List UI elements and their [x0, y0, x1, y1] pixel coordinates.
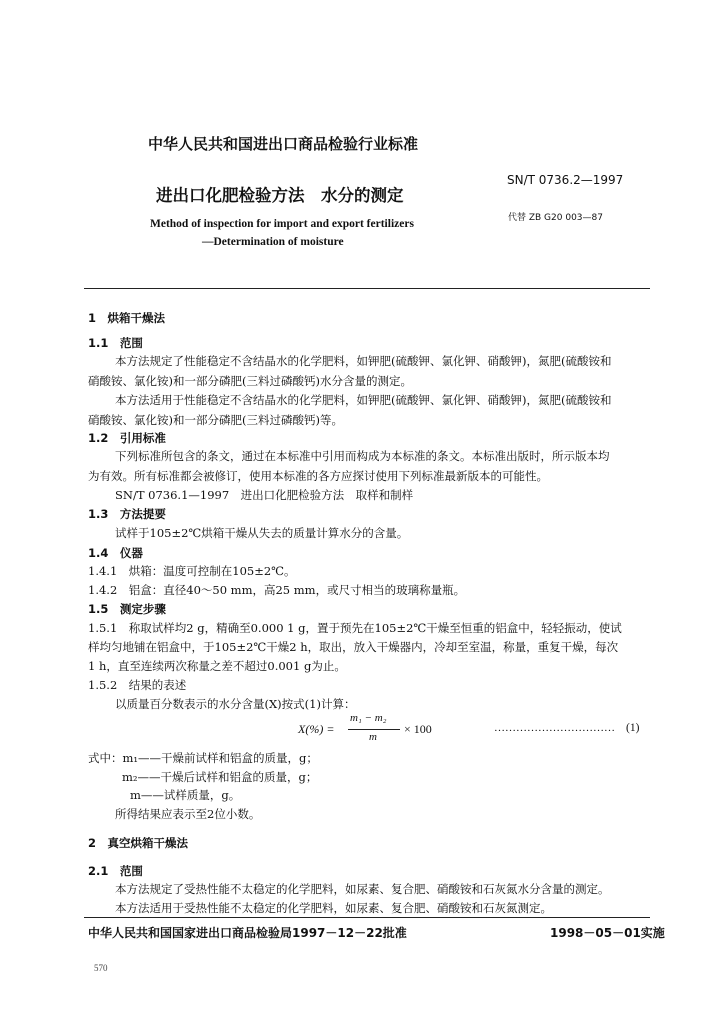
formula-number: (1) — [626, 722, 640, 734]
paragraph-line: 1 h，直至连续两次称量之差不超过0.001 g为止。 — [88, 659, 346, 673]
formula-fraction-bar — [348, 729, 400, 730]
document-title-cn: 进出口化肥检验方法 水分的测定 — [156, 186, 404, 205]
header-divider — [84, 288, 650, 289]
variable-definition: m——试样质量，g。 — [130, 788, 241, 802]
paragraph-line: 本方法规定了受热性能不太稳定的化学肥料，如尿素、复合肥、硝酸铵和石灰氮水分含量的测定。 — [115, 882, 610, 896]
section-2-1-heading: 2.1 范围 — [88, 864, 143, 878]
section-2-heading: 2 真空烘箱干燥法 — [88, 836, 189, 850]
section-1-5-2-heading: 1.5.2 结果的表述 — [88, 678, 187, 692]
standard-number: SN/T 0736.2—1997 — [507, 173, 624, 187]
footer-divider — [84, 917, 650, 918]
document-title-en-line1: Method of inspection for import and export fertilizers — [150, 218, 414, 230]
org-title: 中华人民共和国进出口商品检验行业标准 — [148, 135, 419, 153]
section-1-heading: 1 烘箱干燥法 — [88, 311, 166, 325]
paragraph-line: 1.4.2 铝盒：直径40～50 mm，高25 mm，或尺寸相当的玻璃称量瓶。 — [88, 583, 466, 597]
paragraph-line: 为有效。所有标准都会被修订，使用本标准的各方应探讨使用下列标准最新版本的可能性。 — [88, 469, 548, 483]
section-1-1-heading: 1.1 范围 — [88, 336, 143, 350]
formula-leader-dots: …………………………… — [494, 722, 615, 734]
formula-rhs: × 100 — [404, 722, 432, 736]
normative-reference: SN/T 0736.1—1997 进出口化肥检验方法 取样和制样 — [115, 488, 414, 502]
paragraph-line: 1.4.1 烘箱：温度可控制在105±2℃。 — [88, 564, 296, 578]
formula-lhs: X(%) = — [298, 722, 335, 736]
paragraph-line: 硝酸铵、氯化铵)和一部分磷肥(三料过磷酸钙)等。 — [88, 413, 343, 427]
paragraph-line: 本方法规定了性能稳定不含结晶水的化学肥料，如钾肥(硫酸钾、氯化钾、硝酸钾)，氮肥(硫酸铵和 — [115, 354, 612, 368]
paragraph-line: 本方法适用于性能稳定不含结晶水的化学肥料，如钾肥(硫酸钾、氯化钾、硝酸钾)，氮肥(硫酸铵和 — [115, 393, 612, 407]
approval-line: 中华人民共和国国家进出口商品检验局1997－12－22批准 — [88, 926, 407, 940]
formula-numerator: m₁ − m₂ — [350, 712, 387, 724]
variable-definition: 式中：m₁——干燥前试样和铝盒的质量，g； — [88, 751, 318, 765]
section-1-2-heading: 1.2 引用标准 — [88, 431, 166, 445]
section-1-4-heading: 1.4 仪器 — [88, 546, 143, 560]
paragraph-line: 1.5.1 称取试样均2 g，精确至0.000 1 g，置于预先在105±2℃干燥至恒重的铝盒中，轻轻振动，使试 — [88, 621, 622, 635]
paragraph-line: 以质量百分数表示的水分含量(X)按式(1)计算： — [115, 697, 356, 711]
paragraph-line: 试样于105±2℃烘箱干燥从失去的质量计算水分的含量。 — [115, 526, 409, 540]
implementation-date: 1998－05－01实施 — [550, 926, 665, 940]
section-1-3-heading: 1.3 方法提要 — [88, 507, 166, 521]
paragraph-line: 本方法适用于受热性能不太稳定的化学肥料，如尿素、复合肥、硝酸铵和石灰氮测定。 — [115, 901, 552, 915]
formula-denominator: m — [369, 731, 377, 743]
paragraph-line: 样均匀地铺在铝盒中，于105±2℃干燥2 h，取出，放入干燥器内，冷却至室温，称量，重复干燥，每次 — [88, 640, 619, 654]
page-number: 570 — [94, 963, 108, 973]
document-title-en-line2: —Determination of moisture — [202, 236, 344, 248]
paragraph-line: 下列标准所包含的条文，通过在本标准中引用而构成为本标准的条文。本标准出版时，所示版本均 — [115, 449, 610, 463]
replaces-standard: 代替 ZB G20 003—87 — [508, 213, 603, 223]
variable-definition: m₂——干燥后试样和铝盒的质量，g； — [122, 770, 318, 784]
section-1-5-heading: 1.5 测定步骤 — [88, 602, 166, 616]
paragraph-line: 所得结果应表示至2位小数。 — [115, 807, 261, 821]
paragraph-line: 硝酸铵、氯化铵)和一部分磷肥(三料过磷酸钙)水分含量的测定。 — [88, 374, 412, 388]
